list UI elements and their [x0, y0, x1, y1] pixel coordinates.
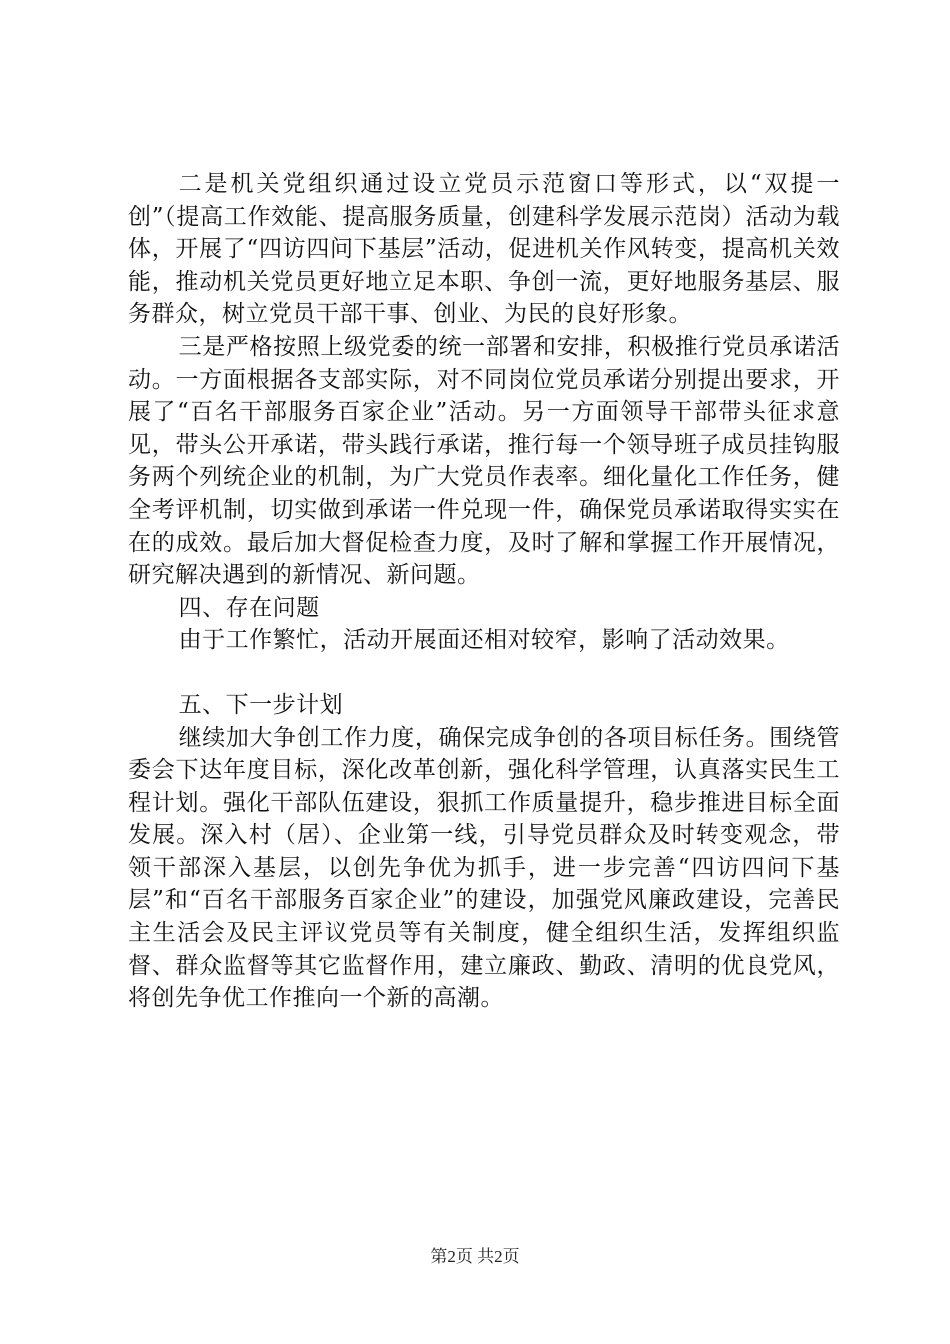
- page-number-footer: 第2页 共2页: [430, 1247, 520, 1266]
- paragraph-problems: 由于工作繁忙，活动开展面还相对较窄，影响了活动效果。: [178, 627, 790, 654]
- blank-line: [128, 657, 840, 689]
- paragraph-two: 二是机关党组织通过设立党员示范窗口等形式，以“双提一创”（提高工作效能、提高服务质量，创建科学发展示范岗）活动为载体，开展了“四访四问下基层”活动，促进机关作风转变，提高机关效能，推动机关党员更好地立足本职、争创一流，更好地服务基层、服务群众，树立党员干部干事、创业、为民的良好形象。: [128, 171, 840, 328]
- document-body: [128, 168, 840, 1015]
- paragraph-three: 三是严格按照上级党委的统一部署和安排，积极推行党员承诺活动。一方面根据各支部实际，对不同岗位党员承诺分别提出要求，开展了“百名干部服务百家企业”活动。另一方面领导干部带头征求意见，带头公开承诺，带头践行承诺，推行每一个领导班子成员挂钩服务两个列统企业的机制，为广大党员作表率。细化量化工作任务，健全考评机制，切实做到承诺一件兑现一件，确保党员承诺取得实实在在的成效。最后加大督促检查力度，及时了解和掌握工作开展情况，研究解决遇到的新情况、新问题。: [128, 333, 840, 589]
- section-heading-problems: 四、存在问题: [178, 594, 320, 621]
- section-heading-next-plan: 五、下一步计划: [178, 691, 344, 718]
- paragraph-next-plan: 继续加大争创工作力度，确保完成争创的各项目标任务。围绕管委会下达年度目标，深化改革创新，强化科学管理，认真落实民生工程计划。强化干部队伍建设，狠抓工作质量提升，稳步推进目标全面发展。深入村（居）、企业第一线，引导党员群众及时转变观念，带领干部深入基层，以创先争优为抓手，进一步完善“四访四问下基层”和“百名干部服务百家企业”的建设，加强党风廉政建设，完善民主生活会及民主评议党员等有关制度，健全组织生活，发挥组织监督、群众监督等其它监督作用，建立廉政、勤政、清明的优良党风，将创先争优工作推向一个新的高潮。: [128, 724, 840, 1012]
